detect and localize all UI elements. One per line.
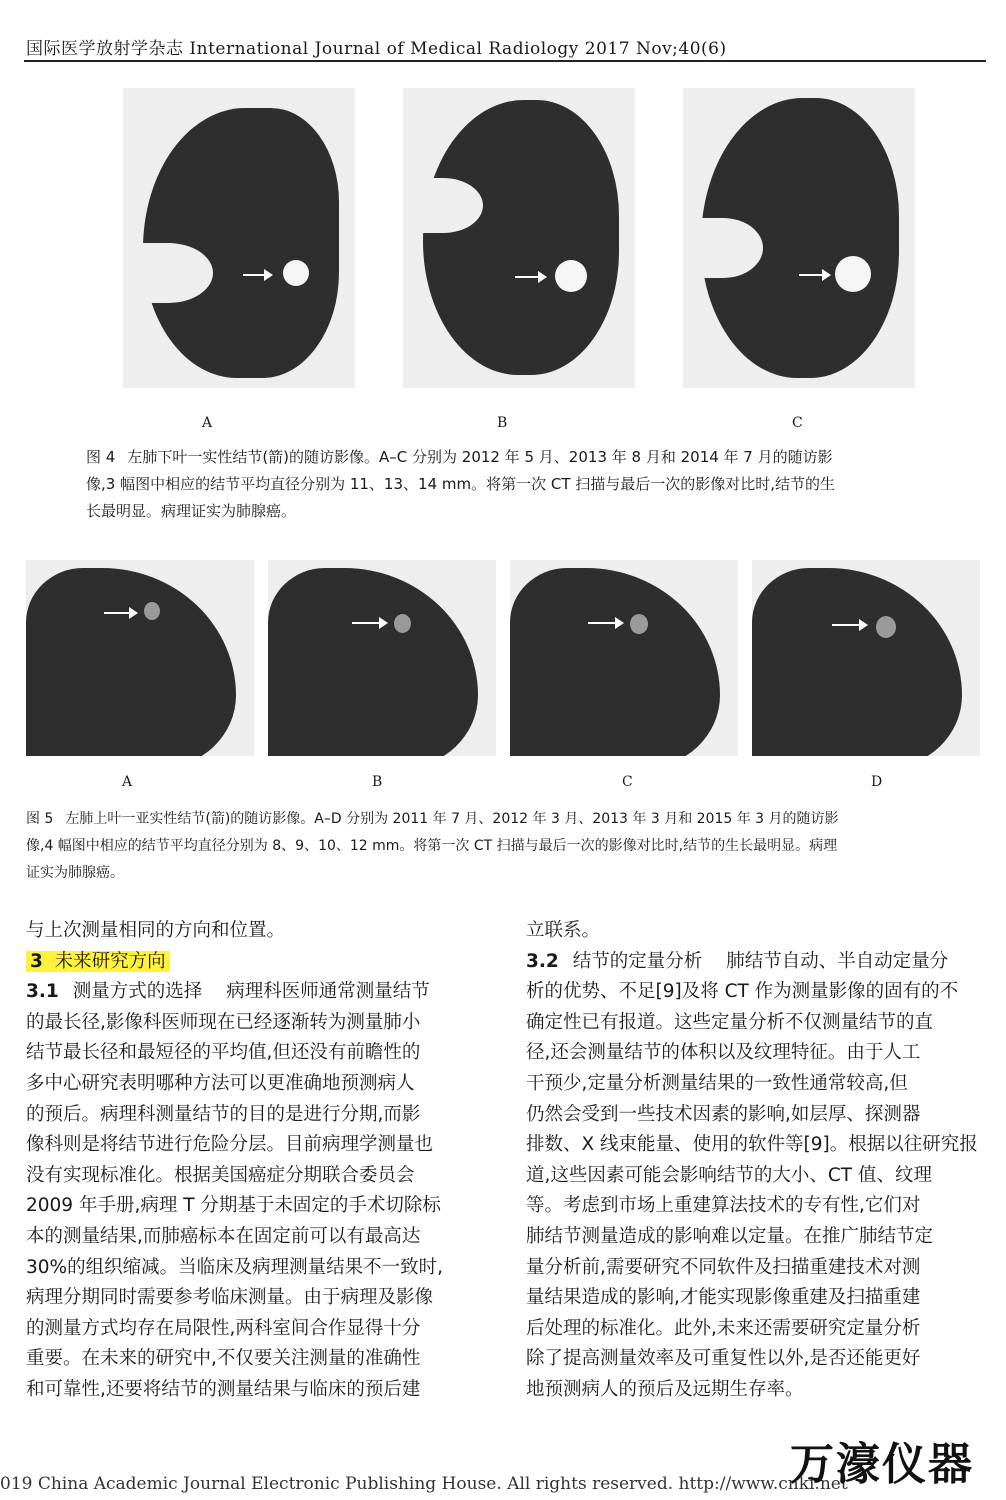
left-line: 和可靠性,还要将结节的测量结果与临床的预后建: [26, 1378, 421, 1400]
right-line: 径,还会测量结节的体积以及纹理特征。由于人工: [526, 1042, 921, 1064]
right-column: [526, 916, 986, 1406]
figure4-image-a: [123, 88, 355, 388]
right-line: 肺结节测量造成的影响难以定量。在推广肺结节定: [526, 1225, 934, 1247]
figure5-caption: [26, 806, 988, 887]
right-line: 排数、X 线束能量、使用的软件等[9]。根据以往研究报: [526, 1134, 978, 1156]
right-line: 地预测病人的预后及远期生存率。: [526, 1378, 804, 1400]
left-line: 多中心研究表明哪种方法可以更准确地预测病人: [26, 1072, 415, 1094]
subsection-3-1-title: 测量方式的选择: [72, 981, 203, 1003]
figure4-label-a: A: [202, 415, 213, 431]
subsection-3-1-number: 3.1: [26, 981, 59, 1003]
copyright-footer: 019 China Academic Journal Electronic Publishing House. All rights reserved. http://www.cnki.net: [0, 1474, 848, 1494]
left-line: 病理科医师通常测量结节: [226, 981, 430, 1003]
figure5-caption-number: 图 5: [26, 811, 54, 827]
figure5-image-d: [752, 560, 980, 756]
left-line: 30%的组织缩减。当临床及病理测量结果不一致时,: [26, 1256, 444, 1278]
figure5-image-a: [26, 560, 254, 756]
right-line: 仍然会受到一些技术因素的影响,如层厚、探测器: [526, 1103, 921, 1125]
header-rule: [24, 60, 986, 62]
right-line: 等。考虑到市场上重建算法技术的专有性,它们对: [526, 1195, 921, 1217]
right-line: 除了提高测量效率及可重复性以外,是否还能更好: [526, 1348, 921, 1370]
subsection-3-2-title: 结节的定量分析: [572, 950, 703, 972]
figure5-image-b: [268, 560, 496, 756]
figure4-image-b: [403, 88, 635, 388]
left-line: 没有实现标准化。根据美国癌症分期联合委员会: [26, 1164, 415, 1186]
figure5-label-a: A: [122, 774, 133, 790]
figure4-label-c: C: [792, 415, 803, 431]
figure5-caption-line3: 证实为肺腺癌。: [26, 865, 124, 881]
right-line: 析的优势、不足[9]及将 CT 作为测量影像的固有的不: [526, 981, 959, 1003]
figure4-image-c: [683, 88, 915, 388]
subsection-3-2-number: 3.2: [526, 950, 559, 972]
right-line: 量结果造成的影响,才能实现影像重建及扫描重建: [526, 1287, 921, 1309]
left-line: 病理分期同时需要参考临床测量。由于病理及影像: [26, 1287, 434, 1309]
figure5-label-d: D: [871, 774, 883, 790]
figure4-caption-number: 图 4: [86, 448, 116, 466]
running-header: 国际医学放射学杂志 International Journal of Medical Radiology 2017 Nov;40(6): [26, 39, 727, 59]
left-line: 像科则是将结节进行危险分层。目前病理学测量也: [26, 1134, 434, 1156]
right-line: 干预少,定量分析测量结果的一致性通常较高,但: [526, 1072, 908, 1094]
right-continuation: 立联系。: [526, 920, 601, 941]
left-line: 2009 年手册,病理 T 分期基于未固定的手术切除标: [26, 1195, 441, 1217]
section-3-heading: [26, 947, 486, 978]
right-line: 道,这些因素可能会影响结节的大小、CT 值、纹理: [526, 1164, 932, 1186]
left-line: 结节最长径和最短径的平均值,但还没有前瞻性的: [26, 1042, 421, 1064]
left-line: 本的测量结果,而肺癌标本在固定前可以有最高达: [26, 1225, 421, 1247]
figure4-label-b: B: [497, 415, 508, 431]
left-line: 的预后。病理科测量结节的目的是进行分期,而影: [26, 1103, 421, 1125]
figure5-caption-line1: 左肺上叶一亚实性结节(箭)的随访影像。A–D 分别为 2011 年 7 月、2012 年 3 月、2013 年 3 月和 2015 年 3 月的随访影: [65, 811, 839, 827]
section-3-2-paragraph: [526, 947, 986, 978]
figure4-caption-line2: 像,3 幅图中相应的结节平均直径分别为 11、13、14 mm。将第一次 CT 扫描与最后一次的影像对比时,结节的生: [86, 475, 836, 493]
right-line: 后处理的标准化。此外,未来还需要研究定量分析: [526, 1317, 921, 1339]
section-3-1-paragraph: [26, 977, 486, 1008]
right-line: 量分析前,需要研究不同软件及扫描重建技术对测: [526, 1256, 921, 1278]
figure4-caption: [86, 444, 946, 525]
left-continuation: 与上次测量相同的方向和位置。: [26, 920, 286, 941]
left-line: 的最长径,影像科医师现在已经逐渐转为测量肺小: [26, 1011, 421, 1033]
figure4-caption-line1: 左肺下叶一实性结节(箭)的随访影像。A–C 分别为 2012 年 5 月、2013 年 8 月和 2014 年 7 月的随访影: [127, 448, 833, 466]
left-line: 的测量方式均存在局限性,两科室间合作显得十分: [26, 1317, 421, 1339]
figure5-image-c: [510, 560, 738, 756]
section-3-title: 未来研究方向: [54, 950, 166, 972]
left-line: 重要。在未来的研究中,不仅要关注测量的准确性: [26, 1348, 421, 1370]
figure5-label-c: C: [622, 774, 633, 790]
figure5-caption-line2: 像,4 幅图中相应的结节平均直径分别为 8、9、10、12 mm。将第一次 CT 扫描与最后一次的影像对比时,结节的生长最明显。病理: [26, 838, 838, 854]
right-line: 确定性已有报道。这些定量分析不仅测量结节的直: [526, 1011, 934, 1033]
figure4-caption-line3: 长最明显。病理证实为肺腺癌。: [86, 502, 297, 520]
figure5-label-b: B: [372, 774, 383, 790]
section-3-number: 3: [30, 950, 43, 972]
right-line: 肺结节自动、半自动定量分: [726, 950, 949, 972]
left-column: [26, 916, 486, 1406]
watermark-logo: 万濠仪器: [790, 1439, 974, 1490]
